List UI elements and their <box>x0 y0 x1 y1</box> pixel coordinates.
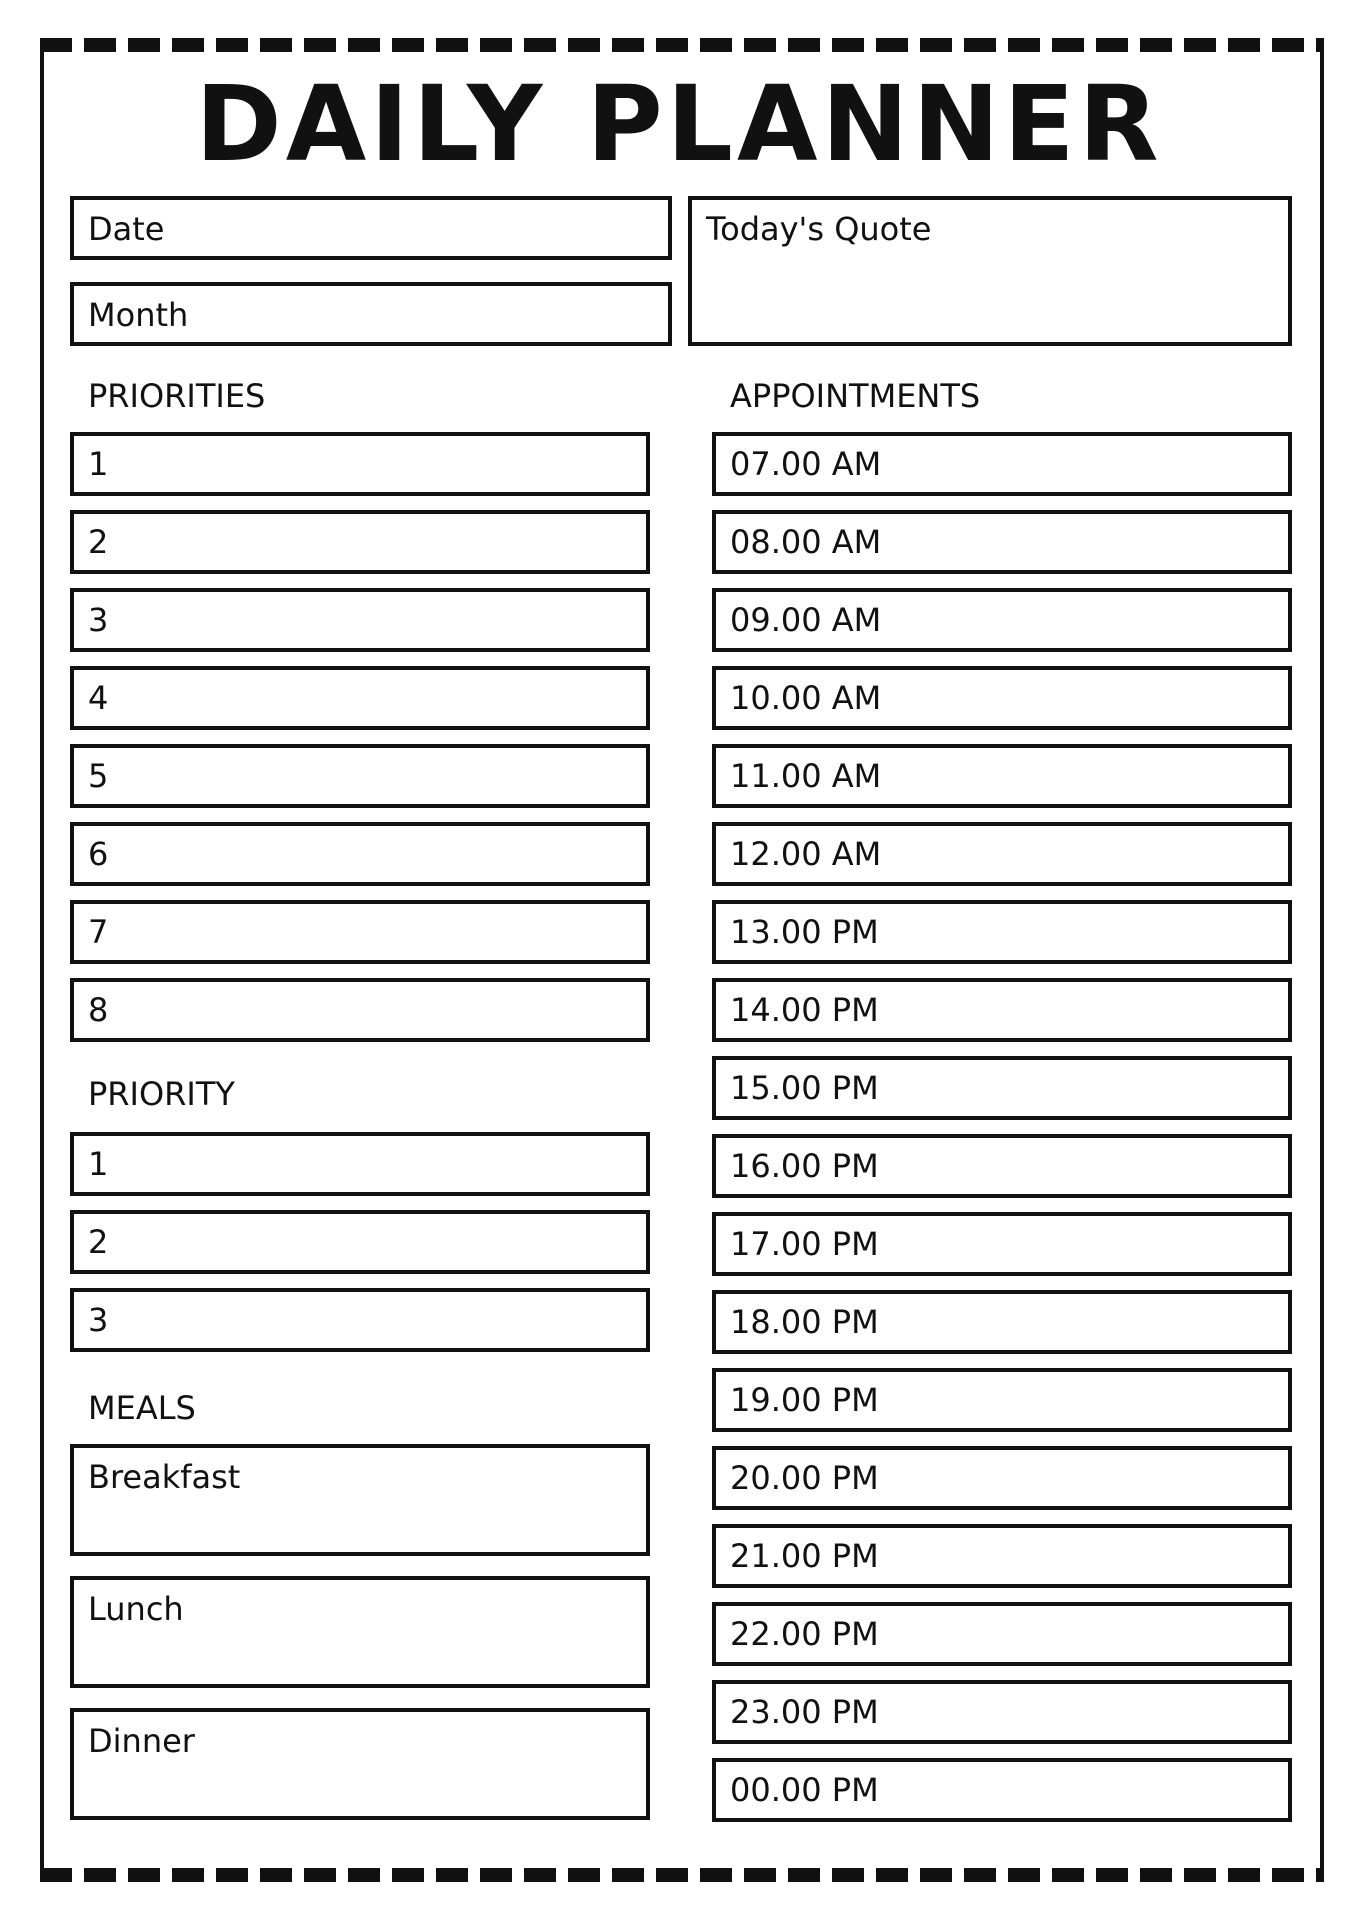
appointment-slot[interactable] <box>712 1446 1292 1510</box>
appointment-slot[interactable] <box>712 510 1292 574</box>
breakfast-label: Breakfast <box>88 1458 241 1496</box>
priorities-item-label: 2 <box>88 522 109 561</box>
priorities-item[interactable] <box>70 900 650 964</box>
breakfast-field[interactable] <box>70 1444 650 1556</box>
priorities-item-label: 7 <box>88 912 109 951</box>
appointment-time: 16.00 PM <box>730 1146 879 1185</box>
appointment-slot[interactable] <box>712 1680 1292 1744</box>
priorities-item-label: 5 <box>88 756 109 795</box>
appointments-heading: APPOINTMENTS <box>730 377 981 415</box>
todays-quote-label: Today's Quote <box>706 210 932 248</box>
appointment-slot[interactable] <box>712 1056 1292 1120</box>
priorities-item[interactable] <box>70 822 650 886</box>
priority-item[interactable] <box>70 1132 650 1196</box>
priorities-item-label: 4 <box>88 678 109 717</box>
todays-quote-field[interactable] <box>688 196 1292 346</box>
appointment-slot[interactable] <box>712 744 1292 808</box>
appointment-time: 08.00 AM <box>730 522 882 561</box>
dinner-label: Dinner <box>88 1722 195 1760</box>
appointment-slot[interactable] <box>712 978 1292 1042</box>
appointment-time: 21.00 PM <box>730 1536 879 1575</box>
appointment-time: 15.00 PM <box>730 1068 879 1107</box>
priority-item-label: 2 <box>88 1222 109 1261</box>
priorities-item[interactable] <box>70 744 650 808</box>
page-title: DAILY PLANNER <box>195 63 1163 185</box>
appointment-slot[interactable] <box>712 1134 1292 1198</box>
appointment-time: 07.00 AM <box>730 444 882 483</box>
appointment-slot[interactable] <box>712 1212 1292 1276</box>
priorities-item[interactable] <box>70 666 650 730</box>
priority-item[interactable] <box>70 1210 650 1274</box>
priorities-item-label: 6 <box>88 834 109 873</box>
priorities-item-label: 3 <box>88 600 109 639</box>
appointment-time: 22.00 PM <box>730 1614 879 1653</box>
appointment-time: 20.00 PM <box>730 1458 879 1497</box>
priorities-item[interactable] <box>70 978 650 1042</box>
appointment-time: 10.00 AM <box>730 678 882 717</box>
date-label: Date <box>88 210 165 248</box>
appointment-time: 12.00 AM <box>730 834 882 873</box>
appointment-slot[interactable] <box>712 1758 1292 1822</box>
appointment-time: 09.00 AM <box>730 600 882 639</box>
month-field[interactable] <box>70 282 672 346</box>
appointment-time: 11.00 AM <box>730 756 882 795</box>
appointment-time: 14.00 PM <box>730 990 879 1029</box>
priority-item-label: 1 <box>88 1144 109 1183</box>
top-dashed-border <box>40 38 1324 52</box>
priority-item-label: 3 <box>88 1300 109 1339</box>
priority-item[interactable] <box>70 1288 650 1352</box>
month-label: Month <box>88 296 189 334</box>
priorities-item[interactable] <box>70 510 650 574</box>
dinner-field[interactable] <box>70 1708 650 1820</box>
priorities-item[interactable] <box>70 432 650 496</box>
appointment-slot[interactable] <box>712 588 1292 652</box>
lunch-field[interactable] <box>70 1576 650 1688</box>
appointment-time: 17.00 PM <box>730 1224 879 1263</box>
appointment-time: 13.00 PM <box>730 912 879 951</box>
appointment-slot[interactable] <box>712 822 1292 886</box>
appointment-time: 00.00 PM <box>730 1770 879 1809</box>
priority-heading: PRIORITY <box>88 1075 235 1113</box>
priorities-item-label: 8 <box>88 990 109 1029</box>
appointment-slot[interactable] <box>712 1368 1292 1432</box>
appointment-slot[interactable] <box>712 1290 1292 1354</box>
appointment-slot[interactable] <box>712 1524 1292 1588</box>
appointment-time: 18.00 PM <box>730 1302 879 1341</box>
priorities-item[interactable] <box>70 588 650 652</box>
appointment-time: 19.00 PM <box>730 1380 879 1419</box>
appointment-slot[interactable] <box>712 900 1292 964</box>
appointment-slot[interactable] <box>712 1602 1292 1666</box>
bottom-dashed-border <box>40 1868 1324 1882</box>
priorities-heading: PRIORITIES <box>88 377 266 415</box>
date-field[interactable] <box>70 196 672 260</box>
lunch-label: Lunch <box>88 1590 184 1628</box>
meals-heading: MEALS <box>88 1389 196 1427</box>
appointment-time: 23.00 PM <box>730 1692 879 1731</box>
appointment-slot[interactable] <box>712 432 1292 496</box>
priorities-item-label: 1 <box>88 444 109 483</box>
appointment-slot[interactable] <box>712 666 1292 730</box>
